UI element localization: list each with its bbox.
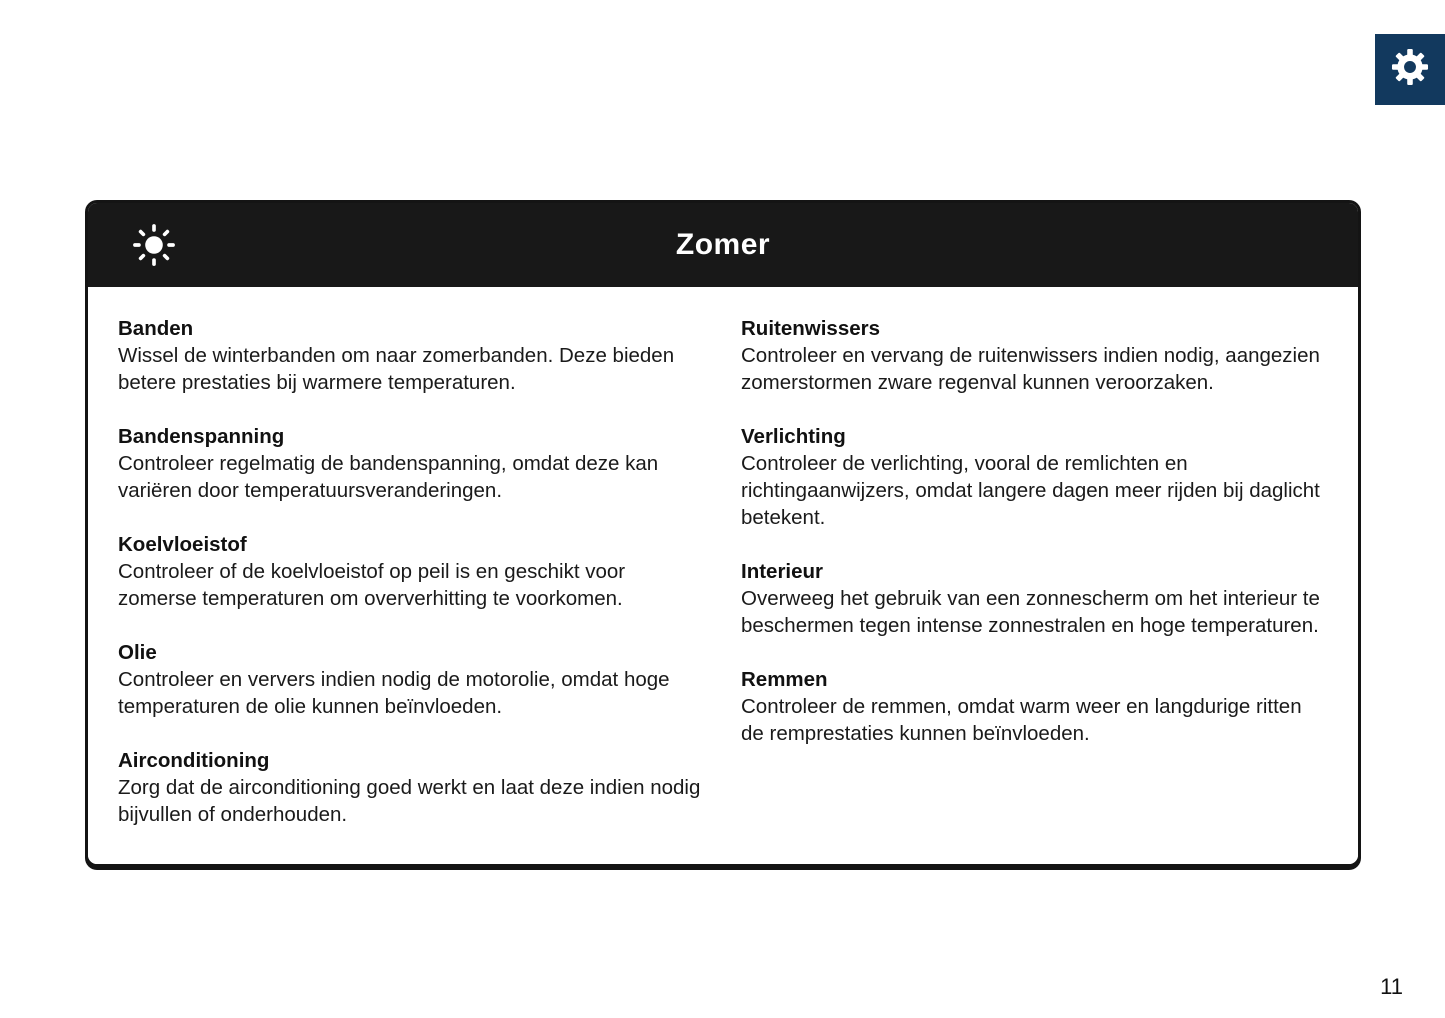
section-verlichting xyxy=(741,423,1328,531)
section-banden xyxy=(118,315,705,396)
right-column xyxy=(741,315,1328,828)
card-title: Zomer xyxy=(675,228,771,261)
section-heading: Koelvloeistof xyxy=(118,533,247,556)
card-header xyxy=(88,203,1358,287)
section-text: Zorg dat de airconditioning goed werkt en laat deze indien nodig bijvullen of onderhouden. xyxy=(118,776,701,826)
page-number: 11 xyxy=(1380,974,1403,999)
section-text: Controleer en ververs indien nodig de motorolie, omdat hoge temperaturen de olie kunnen beïnvloeden. xyxy=(118,668,670,718)
left-column xyxy=(118,315,705,828)
section-text: Controleer de verlichting, vooral de remlichten en richtingaanwijzers, omdat langere dagen meer rijden bij daglicht betekent. xyxy=(741,452,1320,529)
section-koelvloeistof xyxy=(118,531,705,612)
section-olie xyxy=(118,639,705,720)
section-heading: Banden xyxy=(118,317,194,340)
section-text: Controleer of de koelvloeistof op peil is en geschikt voor zomerse temperaturen om oververhitting te voorkomen. xyxy=(118,560,626,610)
section-heading: Verlichting xyxy=(741,425,846,448)
section-text: Wissel de winterbanden om naar zomerbanden. Deze bieden betere prestaties bij warmere temperaturen. xyxy=(118,344,675,394)
section-airconditioning xyxy=(118,747,705,828)
gear-icon xyxy=(1387,44,1433,95)
section-ruitenwissers xyxy=(741,315,1328,396)
section-heading: Ruitenwissers xyxy=(741,317,880,340)
section-heading: Remmen xyxy=(741,668,828,691)
section-bandenspanning xyxy=(118,423,705,504)
section-text: Controleer en vervang de ruitenwissers indien nodig, aangezien zomerstormen zware regenval kunnen veroorzaken. xyxy=(741,344,1320,394)
sun-icon xyxy=(132,223,176,267)
section-heading: Airconditioning xyxy=(118,749,270,772)
section-text: Overweeg het gebruik van een zonnescherm om het interieur te beschermen tegen intense zonnestralen en hoge temperaturen. xyxy=(741,587,1320,637)
section-remmen xyxy=(741,666,1328,747)
brand-badge xyxy=(1375,34,1445,105)
section-text: Controleer de remmen, omdat warm weer en langdurige ritten de remprestaties kunnen beïnvloeden. xyxy=(741,695,1302,745)
section-text: Controleer regelmatig de bandenspanning, omdat deze kan variëren door temperatuursveranderingen. xyxy=(118,452,659,502)
section-heading: Olie xyxy=(118,641,157,664)
summer-checklist-card xyxy=(85,200,1361,867)
section-heading: Interieur xyxy=(741,560,824,583)
section-interieur xyxy=(741,558,1328,639)
section-heading: Bandenspanning xyxy=(118,425,285,448)
card-body xyxy=(88,287,1358,864)
